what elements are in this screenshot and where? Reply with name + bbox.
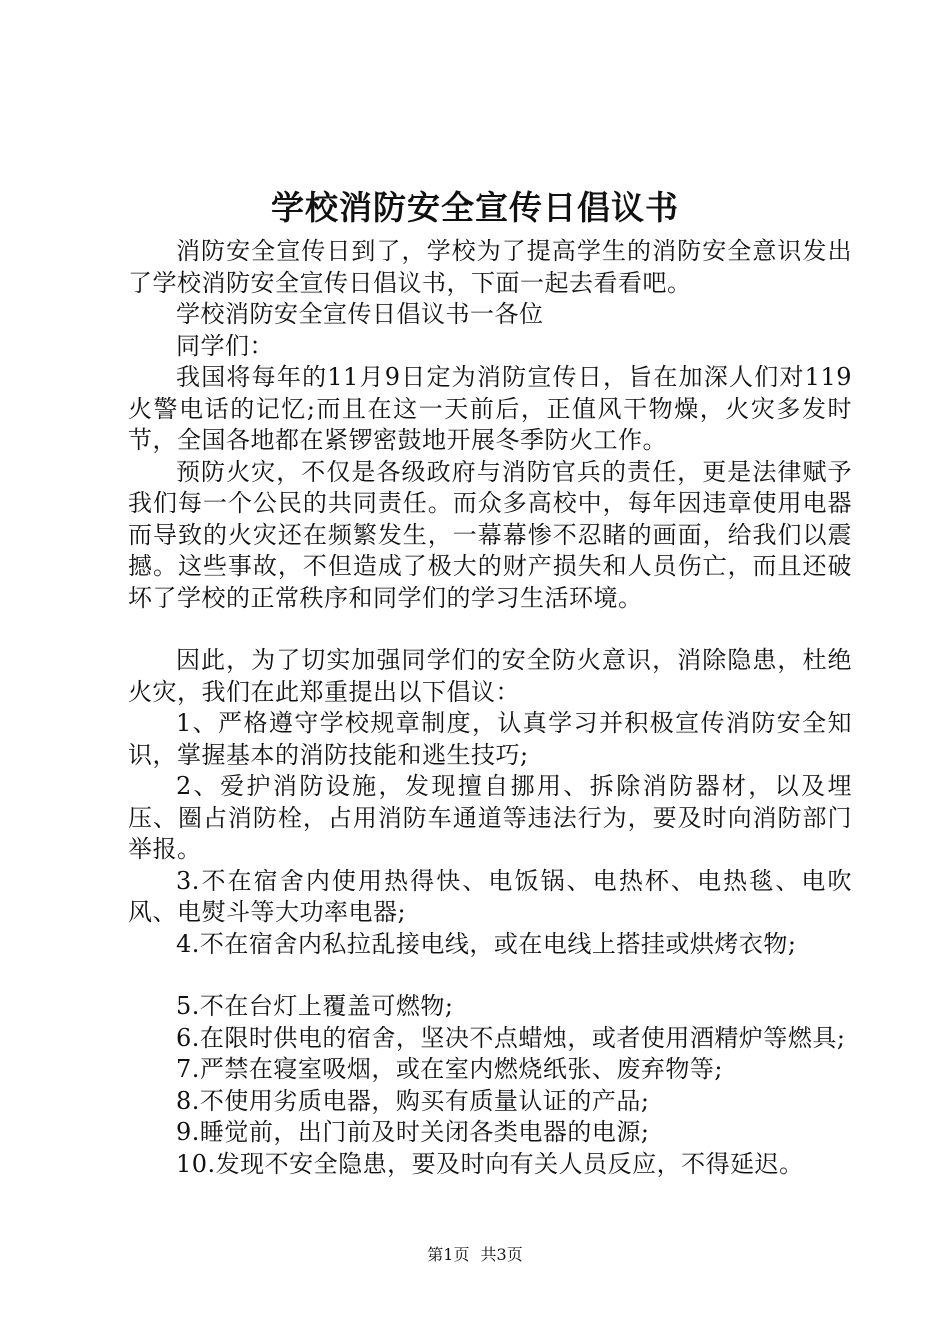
list-item: 8.不使用劣质电器，购买有质量认证的产品; <box>176 1086 650 1115</box>
list-item: 2、爱护消防设施，发现擅自挪用、拆除消防器材，以及埋压、圈占消防栓，占用消防车通道等违法行为，要及时向消防部门举报。 <box>128 772 852 863</box>
list-item: 3.不在宿舍内使用热得快、电饭锅、电热杯、电热毯、电吹风、电熨斗等大功率电器; <box>128 866 852 926</box>
page-footer <box>0 1244 950 1266</box>
paragraph-responsibility: 预防火灾，不仅是各级政府与消防官兵的责任，更是法律赋予我们每一个公民的共同责任。而众多高校中，每年因违章使用电器而导致的火灾还在频繁发生，一幕幕惨不忍睹的画面，给我们以震撼。这些事故，不但造成了极大的财产损失和人员伤亡，而且还破坏了学校的正常秩序和同学们的学习生活环境。 <box>128 457 852 612</box>
paragraph-heading: 学校消防安全宣传日倡议书一各位 <box>176 300 544 328</box>
list-item: 10.发现不安全隐患，要及时向有关人员反应，不得延迟。 <box>176 1149 804 1178</box>
list-item: 7.严禁在寝室吸烟，或在室内燃烧纸张、废弃物等; <box>176 1055 723 1083</box>
list-item: 9.睡觉前，出门前及时关闭各类电器的电源; <box>176 1118 650 1146</box>
paragraph-background: 我国将每年的11月9日定为消防宣传日，旨在加深人们对119火警电话的记忆;而且在这一天前后，正值风干物燥，火灾多发时节，全国各地都在紧锣密鼓地开展冬季防火工作。 <box>128 363 852 454</box>
paragraph-intro: 消防安全宣传日到了，学校为了提高学生的消防安全意识发出了学校消防安全宣传日倡议书，下面一起去看看吧。 <box>128 237 852 297</box>
list-item: 1、严格遵守学校规章制度，认真学习并积极宣传消防安全知识，掌握基本的消防技能和逃生技巧; <box>128 709 852 769</box>
document-body <box>128 236 852 1180</box>
list-item: 6.在限时供电的宿舍，坚决不点蜡烛，或者使用酒精炉等燃具; <box>176 1023 846 1052</box>
paragraph-salutation: 同学们： <box>176 331 274 360</box>
paragraph-proposal: 因此，为了切实加强同学们的安全防火意识，消除隐患，杜绝火灾，我们在此郑重提出以下倡议： <box>128 646 852 706</box>
document-title: 学校消防安全宣传日倡议书 <box>271 188 679 227</box>
list-item: 5.不在台灯上覆盖可燃物; <box>176 992 454 1020</box>
page-number: 第1页 <box>427 1245 470 1264</box>
list-item: 4.不在宿舍内私拉乱接电线，或在电线上搭挂或烘烤衣物; <box>176 929 797 958</box>
page-total: 共3页 <box>480 1245 523 1264</box>
